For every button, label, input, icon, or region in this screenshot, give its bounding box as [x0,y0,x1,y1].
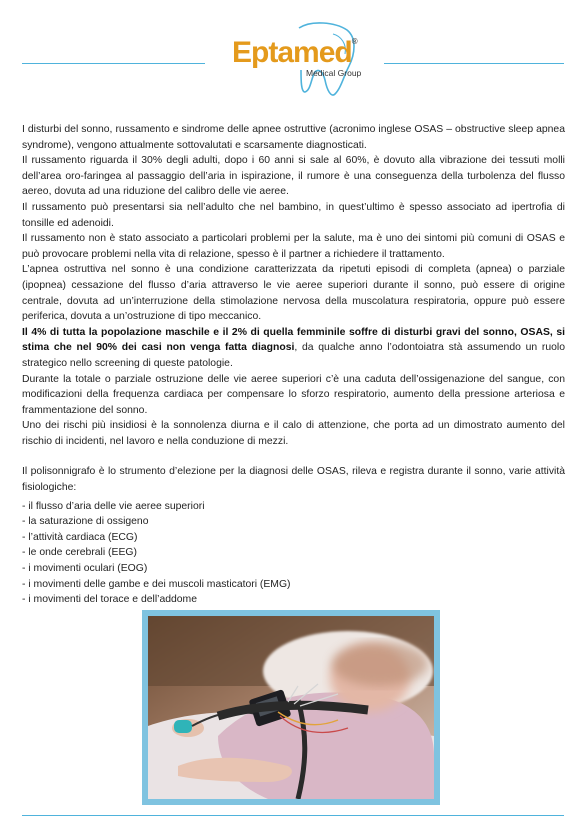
patient-sleep-study-image [148,616,434,799]
list-item: - i movimenti delle gambe e dei muscoli masticatori (EMG) [22,578,291,590]
paragraph: Durante la totale o parziale ostruzione delle vie aeree superiori c’è una caduta dell’ossigenazione del sangue, con modificazioni della frequenza cardiaca per compensare lo sforzo respiratorio, aumento della pressione arteriosa e frammentazione del sonno. [22,373,565,416]
list-item: - la saturazione di ossigeno [22,516,149,528]
brand-subtitle: Medical Group [306,68,362,78]
brand-wordmark: Eptamed® [232,36,357,69]
paragraph: Il russamento riguarda il 30% degli adulti, dopo i 60 anni si sale al 60%, è dovuto alla vibrazione dei tessuti molli dell’area oro-faringea al passaggio dell’aria in ispirazione, il rumore è una conseguenza della turbolenza del flusso aereo, dovuta ad una riduzione del calibro delle vie aeree. [22,155,565,198]
statistic-highlight: Il 4% di tutta la popolazione maschile e il 2% di quella femminile soffre di disturbi gravi del sonno, OSAS, si stima che nel 90% dei casi non venga fatta diagnosi [22,326,565,354]
header-rule-right [384,63,564,64]
header-rule-left [22,63,205,64]
paragraph: Uno dei rischi più insidiosi è la sonnolenza diurna e il calo di attenzione, che porta ad un dimostrato aumento del rischio di incidenti, nel lavoro e nella conduzione di mezzi. [22,420,565,447]
paragraph: L’apnea ostruttiva nel sonno è una condizione caratterizzata da ripetuti episodi di completa (apnea) o parziale (ipopnea) cessazione del flusso d’aria attraverso le vie aeree superiori durante il sonno, può essere di origine centrale, dovuta ad un’interruzione della stimolazione nervosa della muscolatura respiratoria, oppure può essere periferica, dovuta a un’ostruzione di tipo meccanico. [22,264,565,323]
polysomnography-photo [142,610,440,805]
statistic-rest: , da qualche anno l’odontoiatra stà assumendo un ruolo strategico nello screening di queste patologie. [22,342,566,369]
list-item: - i movimenti oculari (EOG) [22,563,148,575]
paragraph-statistic [22,325,565,372]
polysomnograph-lead: Il polisonnigrafo è lo strumento d’elezione per la diagnosi delle OSAS, rileva e registra durante il sonno, varie attività fisiologiche: [22,466,565,494]
footer-rule [22,815,564,816]
list-item: - i movimenti del torace e dell’addome [22,594,197,606]
list-item: - l’attività cardiaca (ECG) [22,531,138,543]
list-item: - le onde cerebrali (EEG) [22,547,137,559]
paragraph: Il russamento non è stato associato a particolari problemi per la salute, ma è uno dei sintomi più comuni di OSAS e può provocare problemi nella vita di relazione, spesso è il partner a richiedere il trattamento. [22,233,565,260]
list-item: - il flusso d’aria delle vie aeree superiori [22,500,205,512]
page-header [0,0,587,110]
article-body [22,122,565,608]
eptamed-logo [215,20,375,100]
physiological-activities-list [22,499,565,608]
paragraph: I disturbi del sonno, russamento e sindrome delle apnee ostruttive (acronimo inglese OSAS – obstructive sleep apnea syndrome), vengono attualmente sottovalutati e scarsamente diagnosticati. [22,124,565,151]
paragraph: Il russamento può presentarsi sia nell’adulto che nel bambino, in quest’ultimo è spesso associato ad ipertrofia di tonsille ed adenoidi. [22,201,565,229]
